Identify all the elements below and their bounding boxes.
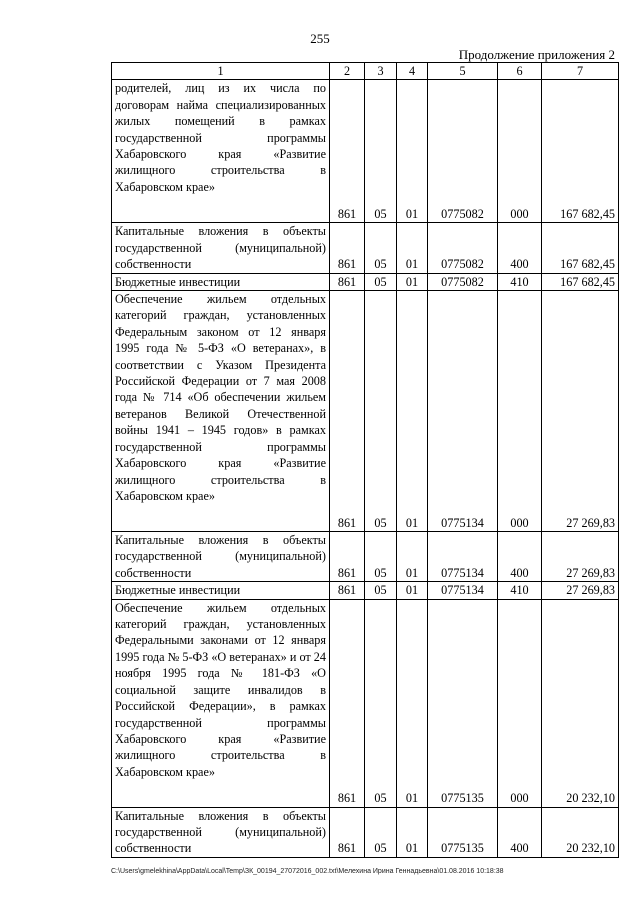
table-row (112, 273, 619, 290)
column-header: 4 (397, 63, 428, 80)
cell-subsection: 01 (397, 532, 428, 582)
cell-section: 05 (365, 291, 397, 532)
cell-subsection: 01 (397, 291, 428, 532)
cell-admin-code: 861 (330, 80, 365, 223)
cell-subsection: 01 (397, 223, 428, 273)
column-header: 5 (428, 63, 498, 80)
cell-expense-type: 400 (498, 532, 542, 582)
cell-admin-code: 861 (330, 291, 365, 532)
cell-admin-code: 861 (330, 599, 365, 807)
cell-target-article: 0775134 (428, 532, 498, 582)
cell-expense-type: 000 (498, 80, 542, 223)
cell-expense-type: 000 (498, 599, 542, 807)
table-row (112, 223, 619, 273)
cell-subsection: 01 (397, 807, 428, 857)
column-header: 1 (112, 63, 330, 80)
column-header: 3 (365, 63, 397, 80)
cell-subsection: 01 (397, 273, 428, 290)
row-name: родителей, лиц из их числа по договорам найма специализированных жилых помещений в рамках государственной программы Хабаровского края «Развитие жилищного строительства в Хабаровском крае» (112, 80, 330, 223)
cell-target-article: 0775082 (428, 223, 498, 273)
cell-expense-type: 410 (498, 582, 542, 599)
cell-target-article: 0775134 (428, 582, 498, 599)
cell-amount: 20 232,10 (542, 599, 619, 807)
cell-section: 05 (365, 599, 397, 807)
cell-admin-code: 861 (330, 807, 365, 857)
cell-admin-code: 861 (330, 223, 365, 273)
cell-expense-type: 400 (498, 223, 542, 273)
table-header-row (112, 63, 619, 80)
table-row (112, 291, 619, 532)
table-row (112, 582, 619, 599)
table-row (112, 807, 619, 857)
row-name: Капитальные вложения в объекты государственной (муниципальной) собственности (112, 807, 330, 857)
column-header: 2 (330, 63, 365, 80)
table-row (112, 599, 619, 807)
cell-amount: 27 269,83 (542, 582, 619, 599)
budget-table (111, 62, 619, 858)
cell-section: 05 (365, 80, 397, 223)
table-row (112, 80, 619, 223)
cell-section: 05 (365, 532, 397, 582)
cell-amount: 167 682,45 (542, 80, 619, 223)
cell-section: 05 (365, 273, 397, 290)
column-header: 7 (542, 63, 619, 80)
cell-amount: 167 682,45 (542, 223, 619, 273)
cell-subsection: 01 (397, 80, 428, 223)
cell-subsection: 01 (397, 582, 428, 599)
cell-expense-type: 000 (498, 291, 542, 532)
row-name: Бюджетные инвестиции (112, 582, 330, 599)
row-name: Капитальные вложения в объекты государственной (муниципальной) собственности (112, 223, 330, 273)
row-name: Обеспечение жильем отдельных категорий граждан, установленных Федеральным законом от 12 января 1995 года № 5-ФЗ «О ветеранах», в соответствии с Указом Президента Российской Федерации от 7 мая 2008 года № 714 «Об обеспечении жильем ветеранов Великой Отечественной войны 1941 – 1945 годов» в рамках государственной программы Хабаровского края «Развитие жилищного строительства в Хабаровском крае» (112, 291, 330, 532)
row-name: Капитальные вложения в объекты государственной (муниципальной) собственности (112, 532, 330, 582)
file-path-footer: C:\Users\gmelekhina\AppData\Local\Temp\ЗК_00194_27072016_002.txt\Мелехина Ирина Геннадьевна\01.08.2016 10:18:38 (111, 868, 504, 875)
cell-expense-type: 400 (498, 807, 542, 857)
continuation-label: Продолжение приложения 2 (458, 47, 615, 62)
cell-target-article: 0775135 (428, 599, 498, 807)
cell-target-article: 0775082 (428, 273, 498, 290)
cell-section: 05 (365, 223, 397, 273)
cell-subsection: 01 (397, 599, 428, 807)
cell-amount: 27 269,83 (542, 532, 619, 582)
cell-amount: 167 682,45 (542, 273, 619, 290)
cell-amount: 20 232,10 (542, 807, 619, 857)
row-name: Бюджетные инвестиции (112, 273, 330, 290)
cell-target-article: 0775134 (428, 291, 498, 532)
cell-target-article: 0775135 (428, 807, 498, 857)
cell-section: 05 (365, 807, 397, 857)
cell-admin-code: 861 (330, 582, 365, 599)
cell-section: 05 (365, 582, 397, 599)
table-row (112, 532, 619, 582)
cell-target-article: 0775082 (428, 80, 498, 223)
cell-admin-code: 861 (330, 273, 365, 290)
row-name: Обеспечение жильем отдельных категорий граждан, установленных Федеральными законами от 12 января 1995 года № 5-ФЗ «О ветеранах» и от 24 ноября 1995 года № 181-ФЗ «О социальной защите инвалидов в Российской Федерации», в рамках государственной программы Хабаровского края «Развитие жилищного строительства в Хабаровском крае» (112, 599, 330, 807)
cell-amount: 27 269,83 (542, 291, 619, 532)
cell-admin-code: 861 (330, 532, 365, 582)
column-header: 6 (498, 63, 542, 80)
cell-expense-type: 410 (498, 273, 542, 290)
page-number: 255 (310, 31, 330, 46)
